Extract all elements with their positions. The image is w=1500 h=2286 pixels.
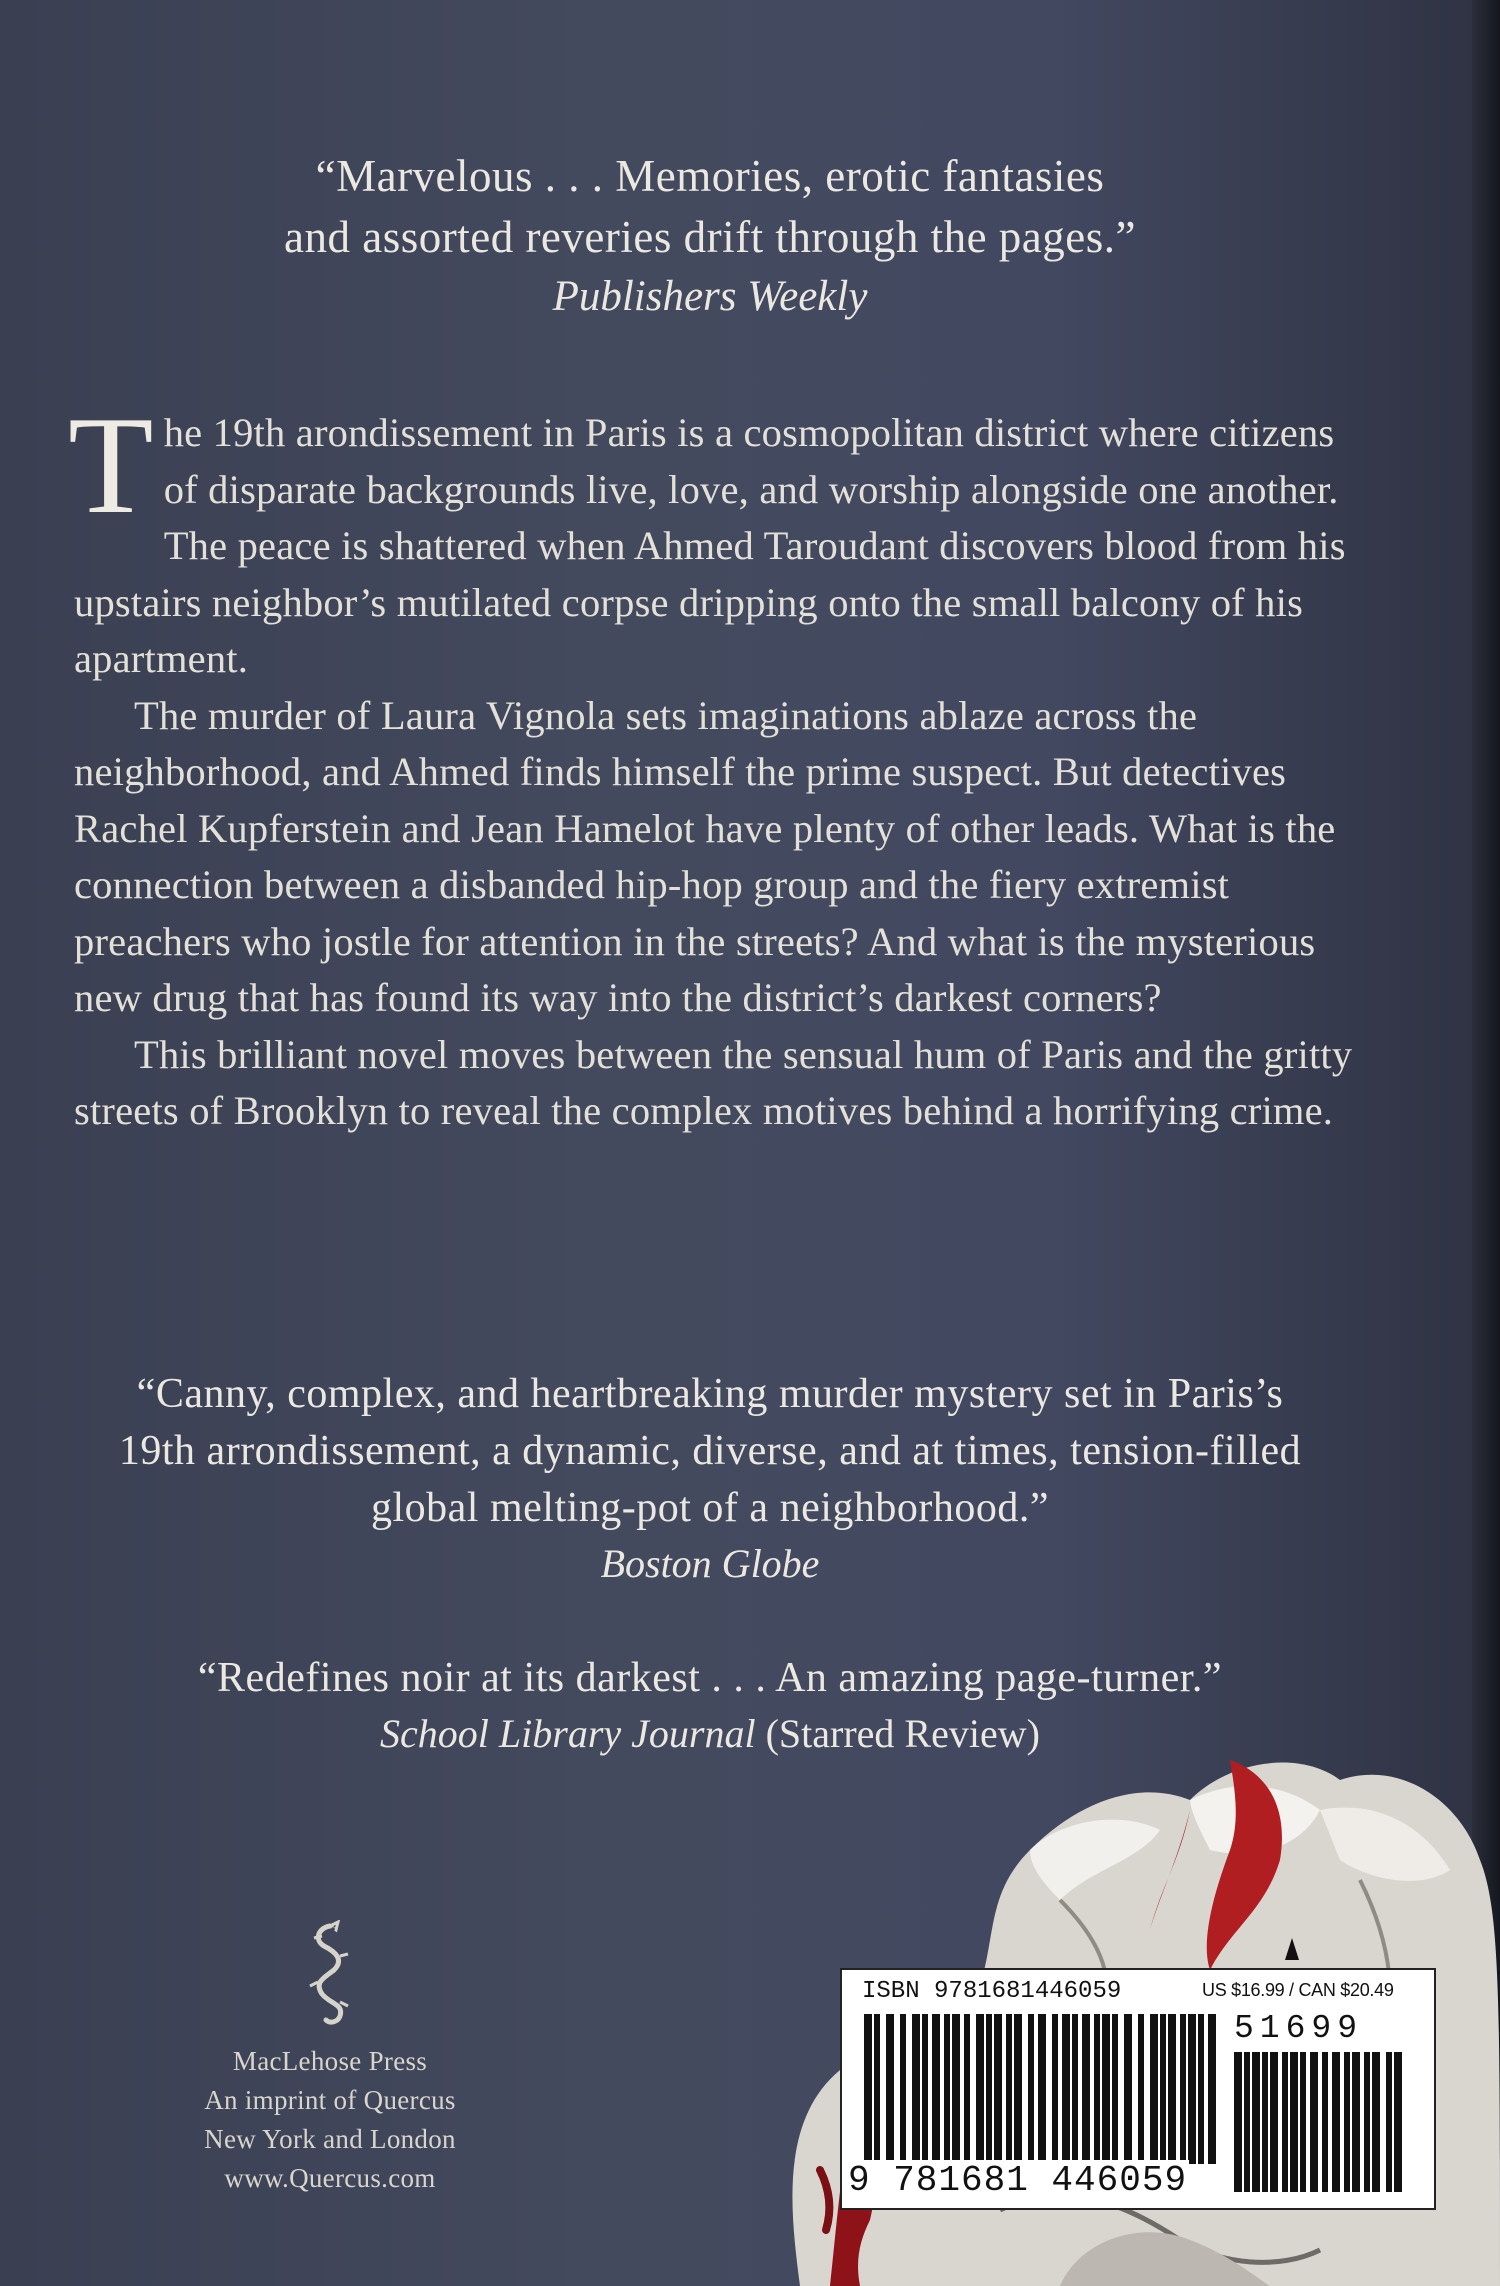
barcode-bar xyxy=(964,2014,970,2164)
quote-source: Publishers Weekly xyxy=(552,273,868,321)
quote-publishers-weekly xyxy=(0,146,1420,327)
isbn-label: ISBN 9781681446059 xyxy=(862,1978,1122,2005)
barcode-bar xyxy=(1188,2014,1196,2164)
barcode-bar xyxy=(912,2014,920,2164)
barcode-bar xyxy=(1322,2052,1328,2192)
barcode-bar xyxy=(976,2014,984,2164)
barcode-bar xyxy=(864,2014,872,2164)
synopsis-paragraph: This brilliant novel moves between the sensual hum of Paris and the gritty streets of Brooklyn to reveal the complex motives behind a horrifying crime. xyxy=(74,1031,1353,1133)
barcode-bar xyxy=(1168,2014,1176,2164)
source-name: School Library Journal xyxy=(380,1711,756,1757)
barcode-bar xyxy=(1014,2014,1022,2164)
quote-line: global melting-pot of a neighborhood.” xyxy=(370,1485,1050,1532)
barcode-bar xyxy=(986,2014,992,2164)
barcode-bar xyxy=(1394,2052,1402,2192)
source-note: (Starred Review) xyxy=(765,1711,1040,1757)
price-label: US $16.99 / CAN $20.49 xyxy=(1202,1980,1394,2000)
quote-line: “Redefines noir at its darkest . . . An amazing page-turner.” xyxy=(197,1655,1223,1701)
barcode-bar xyxy=(874,2014,880,2164)
addon-code: 51699 xyxy=(1234,2010,1364,2047)
barcode-bar xyxy=(1062,2014,1070,2164)
synopsis xyxy=(68,388,1364,1140)
barcode-bar xyxy=(922,2014,928,2164)
quote-line: “Canny, complex, and heartbreaking murder mystery set in Paris’s xyxy=(136,1371,1284,1417)
barcode-bar xyxy=(886,2014,894,2164)
barcode-bar xyxy=(1028,2014,1034,2164)
barcode-bar xyxy=(1208,2014,1216,2164)
barcode-bar xyxy=(1290,2052,1298,2192)
barcode-main-bars xyxy=(864,2014,1220,2164)
barcode-bar xyxy=(1150,2014,1158,2164)
barcode-bar xyxy=(1352,2052,1360,2192)
barcode-bar xyxy=(1252,2052,1260,2192)
barcode-bar xyxy=(1372,2052,1380,2192)
barcode-bar xyxy=(1364,2052,1370,2192)
dragon-logo-icon xyxy=(300,1920,360,2030)
publisher-imprint-line: An imprint of Quercus xyxy=(204,2085,456,2115)
quote-line: 19th arrondissement, a dynamic, diverse, and at times, tension-filled xyxy=(118,1428,1302,1475)
barcode-bar xyxy=(1386,2052,1392,2192)
barcode-bar xyxy=(1072,2014,1078,2164)
barcode-bar xyxy=(1344,2052,1350,2192)
barcode-label xyxy=(840,1968,1436,2210)
barcode-addon-bars xyxy=(1234,2052,1410,2192)
barcode-bar xyxy=(932,2014,940,2164)
barcode-bar xyxy=(1282,2052,1288,2192)
barcode-bar xyxy=(1262,2052,1268,2192)
barcode-bar xyxy=(1270,2052,1278,2192)
barcode-bar xyxy=(900,2014,906,2164)
publisher-imprint xyxy=(170,1920,490,2198)
barcode-digits: 9 781681 446059 xyxy=(848,2160,1188,2201)
barcode-bar xyxy=(952,2014,960,2164)
barcode-bar xyxy=(1138,2014,1144,2164)
barcode-bar xyxy=(1124,2014,1132,2164)
synopsis-paragraph: The murder of Laura Vignola sets imaginations ablaze across the neighborhood, and Ahmed finds himself the prime suspect. But detectives Rachel Kupferstein and Jean Hamelot have plenty of other leads. What is the connection between a disbanded hip-hop group and the fiery extremist preachers who jostle for attention in the streets? And what is the mysterious new drug that has found its way into the district’s darkest corners? xyxy=(74,692,1336,1020)
barcode-bar xyxy=(1300,2052,1306,2192)
paragraph-text: he 19th arondissement in Paris is a cosmopolitan district where citizens of disparate backgrounds live, love, and worship alongside one another. The peace is shattered when Ahmed Taroudant discovers blood from his upstairs neighbor’s mutilated corpse dripping onto the small balcony of his apartment. xyxy=(74,410,1346,681)
barcode-bar xyxy=(1102,2014,1110,2164)
barcode-bar xyxy=(1052,2014,1058,2164)
barcode-bar xyxy=(994,2014,1002,2164)
quote-line: “Marvelous . . . Memories, erotic fantasies xyxy=(315,151,1105,201)
barcode-bar xyxy=(1332,2052,1340,2192)
quote-source: Boston Globe xyxy=(600,1541,820,1587)
marker-triangle xyxy=(1285,1938,1299,1960)
quote-line: and assorted reveries drift through the pages.” xyxy=(284,212,1136,263)
barcode-bar xyxy=(1082,2014,1090,2164)
barcode-bar xyxy=(1234,2052,1242,2192)
synopsis-paragraph xyxy=(68,388,1364,688)
drop-cap: T xyxy=(68,388,154,543)
barcode-bar xyxy=(1180,2014,1186,2164)
barcode-bar xyxy=(1310,2052,1318,2192)
quote-boston-globe xyxy=(0,1366,1420,1592)
barcode-bar xyxy=(1160,2014,1166,2164)
barcode-bar xyxy=(1006,2014,1012,2164)
publisher-name: MacLehose Press xyxy=(232,2046,428,2076)
publisher-website: www.Quercus.com xyxy=(224,2163,436,2193)
barcode-bar xyxy=(1094,2014,1100,2164)
barcode-bar xyxy=(944,2014,950,2164)
publisher-location: New York and London xyxy=(204,2124,456,2154)
barcode-bar xyxy=(1244,2052,1250,2192)
barcode-bar xyxy=(1198,2014,1204,2164)
barcode-bar xyxy=(1112,2014,1118,2164)
barcode-bar xyxy=(1038,2014,1046,2164)
